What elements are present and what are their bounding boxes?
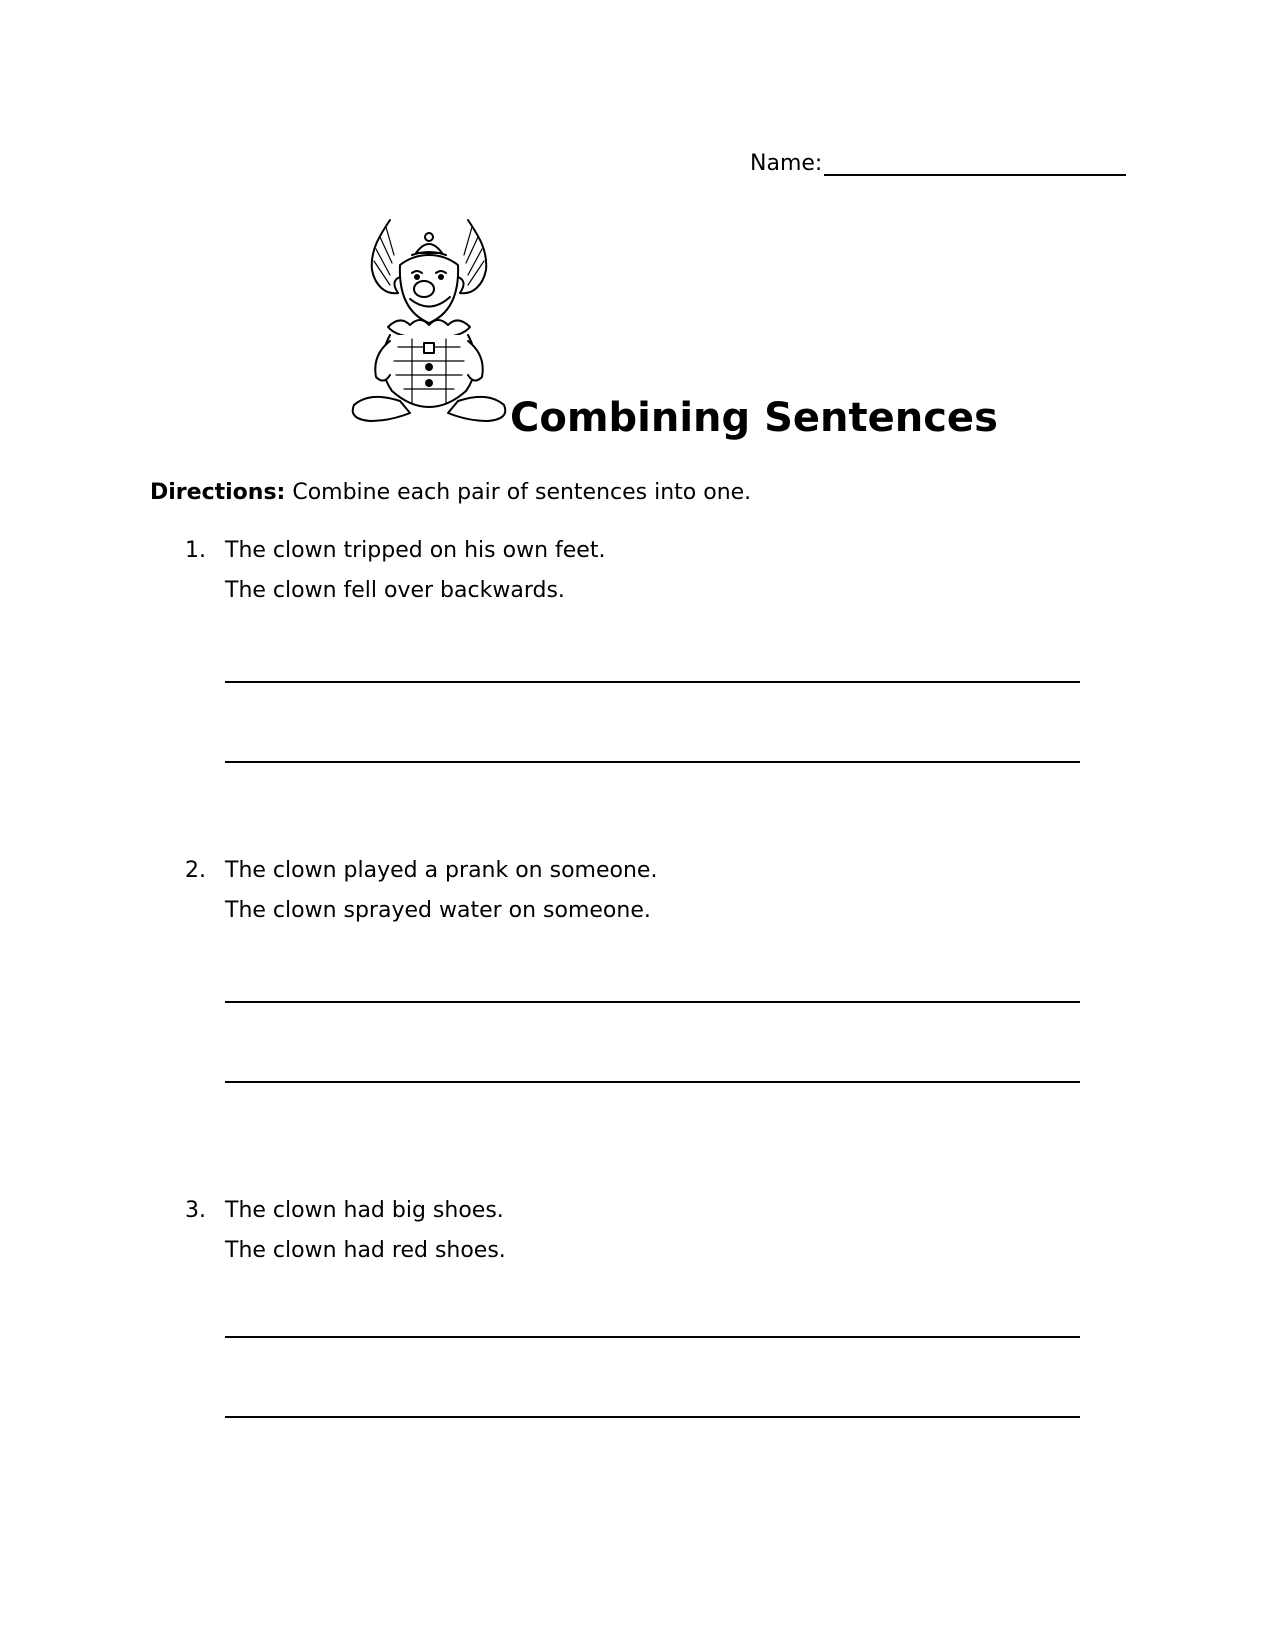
item-number: 1. bbox=[185, 538, 206, 563]
directions bbox=[150, 480, 751, 505]
name-field[interactable] bbox=[750, 150, 1126, 176]
page-title: Combining Sentences bbox=[510, 395, 998, 441]
sentence-b: The clown sprayed water on someone. bbox=[225, 898, 651, 923]
directions-text: Combine each pair of sentences into one. bbox=[285, 480, 752, 505]
answer-line-2a[interactable] bbox=[225, 1001, 1080, 1003]
sentence-b: The clown had red shoes. bbox=[225, 1238, 506, 1263]
name-input-line[interactable] bbox=[824, 150, 1126, 176]
item-number: 3. bbox=[185, 1198, 206, 1223]
sentence-b: The clown fell over backwards. bbox=[225, 578, 565, 603]
sentence-a: The clown had big shoes. bbox=[225, 1198, 504, 1223]
clown-illustration-icon bbox=[350, 215, 510, 430]
sentence-a: The clown tripped on his own feet. bbox=[225, 538, 606, 563]
directions-label: Directions: bbox=[150, 480, 286, 505]
sentence-a: The clown played a prank on someone. bbox=[225, 858, 658, 883]
answer-line-3b[interactable] bbox=[225, 1416, 1080, 1418]
name-label: Name: bbox=[750, 151, 823, 176]
answer-line-1b[interactable] bbox=[225, 761, 1080, 763]
answer-line-1a[interactable] bbox=[225, 681, 1080, 683]
item-number: 2. bbox=[185, 858, 206, 883]
answer-line-3a[interactable] bbox=[225, 1336, 1080, 1338]
answer-line-2b[interactable] bbox=[225, 1081, 1080, 1083]
